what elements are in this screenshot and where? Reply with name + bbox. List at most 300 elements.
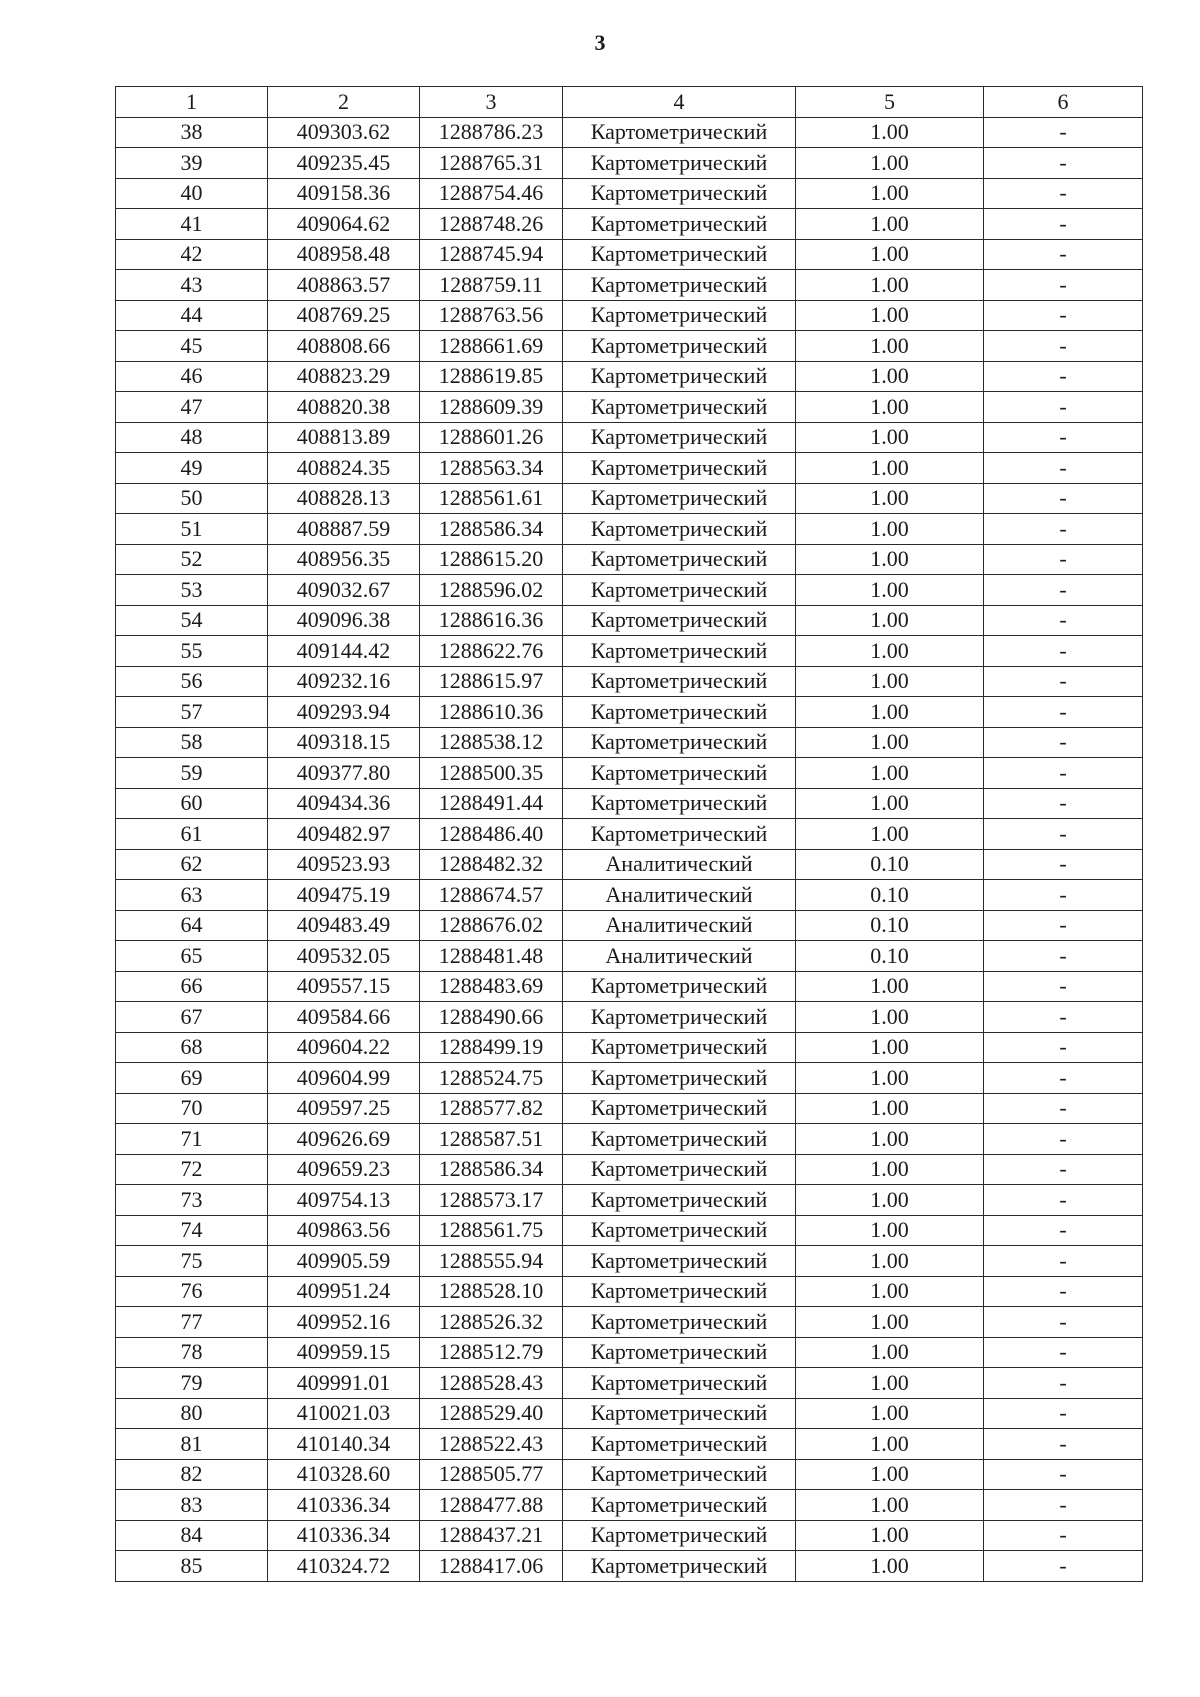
x-coordinate-cell: 409377.80: [268, 758, 420, 789]
x-coordinate-cell: 409991.01: [268, 1368, 420, 1399]
y-coordinate-cell: 1288609.39: [420, 392, 563, 423]
method-cell: Картометрический: [563, 1032, 796, 1063]
point-number-cell: 50: [116, 483, 268, 514]
x-coordinate-cell: 410324.72: [268, 1551, 420, 1582]
x-coordinate-cell: 408863.57: [268, 270, 420, 301]
note-cell: -: [984, 941, 1143, 972]
x-coordinate-cell: 409659.23: [268, 1154, 420, 1185]
table-row: [116, 727, 1143, 758]
y-coordinate-cell: 1288587.51: [420, 1124, 563, 1155]
table-row: [116, 1429, 1143, 1460]
x-coordinate-cell: 408887.59: [268, 514, 420, 545]
table-row: [116, 1215, 1143, 1246]
y-coordinate-cell: 1288601.26: [420, 422, 563, 453]
point-number-cell: 70: [116, 1093, 268, 1124]
method-cell: Картометрический: [563, 331, 796, 362]
y-coordinate-cell: 1288526.32: [420, 1307, 563, 1338]
accuracy-cell: 1.00: [796, 1368, 984, 1399]
table-row: [116, 1002, 1143, 1033]
point-number-cell: 65: [116, 941, 268, 972]
note-cell: -: [984, 1520, 1143, 1551]
x-coordinate-cell: 408813.89: [268, 422, 420, 453]
note-cell: -: [984, 697, 1143, 728]
accuracy-cell: 0.10: [796, 849, 984, 880]
note-cell: -: [984, 1185, 1143, 1216]
column-header: 6: [984, 87, 1143, 118]
note-cell: -: [984, 209, 1143, 240]
point-number-cell: 52: [116, 544, 268, 575]
x-coordinate-cell: 409626.69: [268, 1124, 420, 1155]
column-header: 5: [796, 87, 984, 118]
point-number-cell: 76: [116, 1276, 268, 1307]
x-coordinate-cell: 408769.25: [268, 300, 420, 331]
table-row: [116, 666, 1143, 697]
point-number-cell: 75: [116, 1246, 268, 1277]
y-coordinate-cell: 1288528.43: [420, 1368, 563, 1399]
method-cell: Картометрический: [563, 666, 796, 697]
x-coordinate-cell: 408823.29: [268, 361, 420, 392]
table-row: [116, 1307, 1143, 1338]
y-coordinate-cell: 1288512.79: [420, 1337, 563, 1368]
point-number-cell: 67: [116, 1002, 268, 1033]
point-number-cell: 73: [116, 1185, 268, 1216]
method-cell: Картометрический: [563, 1490, 796, 1521]
note-cell: -: [984, 971, 1143, 1002]
table-row: [116, 239, 1143, 270]
table-row: [116, 1063, 1143, 1094]
note-cell: -: [984, 1002, 1143, 1033]
x-coordinate-cell: 409754.13: [268, 1185, 420, 1216]
table-row: [116, 971, 1143, 1002]
accuracy-cell: 1.00: [796, 1398, 984, 1429]
point-number-cell: 38: [116, 117, 268, 148]
table-row: [116, 880, 1143, 911]
y-coordinate-cell: 1288491.44: [420, 788, 563, 819]
accuracy-cell: 1.00: [796, 1215, 984, 1246]
accuracy-cell: 1.00: [796, 1124, 984, 1155]
method-cell: Картометрический: [563, 117, 796, 148]
accuracy-cell: 1.00: [796, 727, 984, 758]
method-cell: Картометрический: [563, 636, 796, 667]
method-cell: Картометрический: [563, 1459, 796, 1490]
table-row: [116, 300, 1143, 331]
note-cell: -: [984, 1246, 1143, 1277]
note-cell: -: [984, 270, 1143, 301]
accuracy-cell: 1.00: [796, 209, 984, 240]
note-cell: -: [984, 1307, 1143, 1338]
method-cell: Картометрический: [563, 727, 796, 758]
table-row: [116, 270, 1143, 301]
column-header: 2: [268, 87, 420, 118]
x-coordinate-cell: 409863.56: [268, 1215, 420, 1246]
table-header-row: [116, 87, 1143, 118]
note-cell: -: [984, 392, 1143, 423]
y-coordinate-cell: 1288482.32: [420, 849, 563, 880]
method-cell: Картометрический: [563, 788, 796, 819]
y-coordinate-cell: 1288674.57: [420, 880, 563, 911]
accuracy-cell: 1.00: [796, 1185, 984, 1216]
accuracy-cell: 1.00: [796, 1551, 984, 1582]
table-row: [116, 1551, 1143, 1582]
accuracy-cell: 1.00: [796, 971, 984, 1002]
note-cell: -: [984, 544, 1143, 575]
point-number-cell: 69: [116, 1063, 268, 1094]
point-number-cell: 54: [116, 605, 268, 636]
table-row: [116, 605, 1143, 636]
accuracy-cell: 1.00: [796, 788, 984, 819]
method-cell: Картометрический: [563, 300, 796, 331]
note-cell: -: [984, 1459, 1143, 1490]
point-number-cell: 85: [116, 1551, 268, 1582]
accuracy-cell: 1.00: [796, 1032, 984, 1063]
table-row: [116, 514, 1143, 545]
note-cell: -: [984, 1337, 1143, 1368]
table-row: [116, 910, 1143, 941]
note-cell: -: [984, 453, 1143, 484]
method-cell: Картометрический: [563, 483, 796, 514]
accuracy-cell: 1.00: [796, 697, 984, 728]
x-coordinate-cell: 409604.99: [268, 1063, 420, 1094]
point-number-cell: 49: [116, 453, 268, 484]
method-cell: Картометрический: [563, 1154, 796, 1185]
point-number-cell: 74: [116, 1215, 268, 1246]
x-coordinate-cell: 410140.34: [268, 1429, 420, 1460]
table-row: [116, 209, 1143, 240]
y-coordinate-cell: 1288615.20: [420, 544, 563, 575]
accuracy-cell: 1.00: [796, 483, 984, 514]
accuracy-cell: 1.00: [796, 1246, 984, 1277]
accuracy-cell: 1.00: [796, 117, 984, 148]
method-cell: Картометрический: [563, 1337, 796, 1368]
method-cell: Картометрический: [563, 1398, 796, 1429]
note-cell: -: [984, 758, 1143, 789]
method-cell: Картометрический: [563, 605, 796, 636]
page-number: 3: [594, 30, 606, 55]
method-cell: Картометрический: [563, 1215, 796, 1246]
y-coordinate-cell: 1288555.94: [420, 1246, 563, 1277]
y-coordinate-cell: 1288522.43: [420, 1429, 563, 1460]
point-number-cell: 40: [116, 178, 268, 209]
method-cell: Картометрический: [563, 1124, 796, 1155]
method-cell: Картометрический: [563, 1368, 796, 1399]
note-cell: -: [984, 910, 1143, 941]
point-number-cell: 56: [116, 666, 268, 697]
note-cell: -: [984, 636, 1143, 667]
accuracy-cell: 1.00: [796, 422, 984, 453]
x-coordinate-cell: 409475.19: [268, 880, 420, 911]
x-coordinate-cell: 409952.16: [268, 1307, 420, 1338]
accuracy-cell: 1.00: [796, 1459, 984, 1490]
x-coordinate-cell: 409557.15: [268, 971, 420, 1002]
table-row: [116, 1459, 1143, 1490]
y-coordinate-cell: 1288616.36: [420, 605, 563, 636]
note-cell: -: [984, 239, 1143, 270]
note-cell: -: [984, 514, 1143, 545]
x-coordinate-cell: 409158.36: [268, 178, 420, 209]
accuracy-cell: 1.00: [796, 1063, 984, 1094]
y-coordinate-cell: 1288619.85: [420, 361, 563, 392]
note-cell: -: [984, 1154, 1143, 1185]
method-cell: Картометрический: [563, 178, 796, 209]
method-cell: Картометрический: [563, 1429, 796, 1460]
table-row: [116, 1520, 1143, 1551]
x-coordinate-cell: 409532.05: [268, 941, 420, 972]
x-coordinate-cell: 409482.97: [268, 819, 420, 850]
y-coordinate-cell: 1288754.46: [420, 178, 563, 209]
note-cell: -: [984, 178, 1143, 209]
accuracy-cell: 1.00: [796, 544, 984, 575]
table-row: [116, 483, 1143, 514]
note-cell: -: [984, 422, 1143, 453]
method-cell: Картометрический: [563, 1551, 796, 1582]
accuracy-cell: 1.00: [796, 636, 984, 667]
point-number-cell: 45: [116, 331, 268, 362]
point-number-cell: 79: [116, 1368, 268, 1399]
column-header: 3: [420, 87, 563, 118]
point-number-cell: 71: [116, 1124, 268, 1155]
accuracy-cell: 1.00: [796, 178, 984, 209]
x-coordinate-cell: 410336.34: [268, 1490, 420, 1521]
accuracy-cell: 1.00: [796, 148, 984, 179]
y-coordinate-cell: 1288745.94: [420, 239, 563, 270]
note-cell: -: [984, 605, 1143, 636]
point-number-cell: 55: [116, 636, 268, 667]
accuracy-cell: 1.00: [796, 1490, 984, 1521]
y-coordinate-cell: 1288505.77: [420, 1459, 563, 1490]
x-coordinate-cell: 408808.66: [268, 331, 420, 362]
table-row: [116, 941, 1143, 972]
column-header: 1: [116, 87, 268, 118]
x-coordinate-cell: 409604.22: [268, 1032, 420, 1063]
accuracy-cell: 1.00: [796, 1002, 984, 1033]
table-row: [116, 1398, 1143, 1429]
y-coordinate-cell: 1288577.82: [420, 1093, 563, 1124]
table-row: [116, 392, 1143, 423]
accuracy-cell: 1.00: [796, 666, 984, 697]
y-coordinate-cell: 1288486.40: [420, 819, 563, 850]
y-coordinate-cell: 1288417.06: [420, 1551, 563, 1582]
table-body: [116, 117, 1143, 1581]
method-cell: Картометрический: [563, 148, 796, 179]
table-row: [116, 575, 1143, 606]
y-coordinate-cell: 1288529.40: [420, 1398, 563, 1429]
y-coordinate-cell: 1288622.76: [420, 636, 563, 667]
coordinates-table: [115, 86, 1143, 1582]
accuracy-cell: 1.00: [796, 1429, 984, 1460]
note-cell: -: [984, 483, 1143, 514]
note-cell: -: [984, 361, 1143, 392]
table-row: [116, 819, 1143, 850]
y-coordinate-cell: 1288561.61: [420, 483, 563, 514]
method-cell: Картометрический: [563, 697, 796, 728]
accuracy-cell: 1.00: [796, 300, 984, 331]
point-number-cell: 48: [116, 422, 268, 453]
point-number-cell: 81: [116, 1429, 268, 1460]
accuracy-cell: 1.00: [796, 392, 984, 423]
table-row: [116, 331, 1143, 362]
note-cell: -: [984, 1368, 1143, 1399]
x-coordinate-cell: 409584.66: [268, 1002, 420, 1033]
accuracy-cell: 1.00: [796, 758, 984, 789]
point-number-cell: 61: [116, 819, 268, 850]
y-coordinate-cell: 1288538.12: [420, 727, 563, 758]
y-coordinate-cell: 1288596.02: [420, 575, 563, 606]
x-coordinate-cell: 409434.36: [268, 788, 420, 819]
table-row: [116, 1032, 1143, 1063]
x-coordinate-cell: 408958.48: [268, 239, 420, 270]
x-coordinate-cell: 409232.16: [268, 666, 420, 697]
point-number-cell: 66: [116, 971, 268, 1002]
y-coordinate-cell: 1288524.75: [420, 1063, 563, 1094]
table-row: [116, 148, 1143, 179]
point-number-cell: 41: [116, 209, 268, 240]
column-header: 4: [563, 87, 796, 118]
accuracy-cell: 1.00: [796, 453, 984, 484]
y-coordinate-cell: 1288615.97: [420, 666, 563, 697]
y-coordinate-cell: 1288676.02: [420, 910, 563, 941]
note-cell: -: [984, 1124, 1143, 1155]
table-row: [116, 636, 1143, 667]
x-coordinate-cell: 409096.38: [268, 605, 420, 636]
table-row: [116, 1093, 1143, 1124]
table-row: [116, 697, 1143, 728]
method-cell: Картометрический: [563, 270, 796, 301]
table-row: [116, 422, 1143, 453]
table-row: [116, 1368, 1143, 1399]
point-number-cell: 64: [116, 910, 268, 941]
y-coordinate-cell: 1288477.88: [420, 1490, 563, 1521]
note-cell: -: [984, 788, 1143, 819]
table-row: [116, 849, 1143, 880]
x-coordinate-cell: 409064.62: [268, 209, 420, 240]
y-coordinate-cell: 1288759.11: [420, 270, 563, 301]
table-row: [116, 361, 1143, 392]
x-coordinate-cell: 409905.59: [268, 1246, 420, 1277]
point-number-cell: 47: [116, 392, 268, 423]
note-cell: -: [984, 1093, 1143, 1124]
x-coordinate-cell: 409303.62: [268, 117, 420, 148]
method-cell: Картометрический: [563, 1093, 796, 1124]
method-cell: Картометрический: [563, 1246, 796, 1277]
y-coordinate-cell: 1288437.21: [420, 1520, 563, 1551]
accuracy-cell: 1.00: [796, 239, 984, 270]
y-coordinate-cell: 1288661.69: [420, 331, 563, 362]
point-number-cell: 72: [116, 1154, 268, 1185]
y-coordinate-cell: 1288586.34: [420, 1154, 563, 1185]
table-row: [116, 117, 1143, 148]
point-number-cell: 83: [116, 1490, 268, 1521]
point-number-cell: 77: [116, 1307, 268, 1338]
method-cell: Картометрический: [563, 758, 796, 789]
point-number-cell: 46: [116, 361, 268, 392]
table-row: [116, 1276, 1143, 1307]
table-row: [116, 1246, 1143, 1277]
table-row: [116, 788, 1143, 819]
y-coordinate-cell: 1288481.48: [420, 941, 563, 972]
method-cell: Аналитический: [563, 941, 796, 972]
y-coordinate-cell: 1288610.36: [420, 697, 563, 728]
x-coordinate-cell: 410328.60: [268, 1459, 420, 1490]
table-row: [116, 1337, 1143, 1368]
point-number-cell: 78: [116, 1337, 268, 1368]
note-cell: -: [984, 1429, 1143, 1460]
accuracy-cell: 1.00: [796, 514, 984, 545]
y-coordinate-cell: 1288573.17: [420, 1185, 563, 1216]
table-row: [116, 758, 1143, 789]
y-coordinate-cell: 1288483.69: [420, 971, 563, 1002]
accuracy-cell: 1.00: [796, 1093, 984, 1124]
method-cell: Картометрический: [563, 422, 796, 453]
method-cell: Картометрический: [563, 361, 796, 392]
y-coordinate-cell: 1288786.23: [420, 117, 563, 148]
method-cell: Картометрический: [563, 819, 796, 850]
method-cell: Картометрический: [563, 1276, 796, 1307]
point-number-cell: 63: [116, 880, 268, 911]
y-coordinate-cell: 1288586.34: [420, 514, 563, 545]
accuracy-cell: 1.00: [796, 270, 984, 301]
x-coordinate-cell: 409293.94: [268, 697, 420, 728]
accuracy-cell: 1.00: [796, 819, 984, 850]
note-cell: -: [984, 331, 1143, 362]
y-coordinate-cell: 1288765.31: [420, 148, 563, 179]
note-cell: -: [984, 1551, 1143, 1582]
x-coordinate-cell: 410336.34: [268, 1520, 420, 1551]
x-coordinate-cell: 409951.24: [268, 1276, 420, 1307]
method-cell: Картометрический: [563, 544, 796, 575]
accuracy-cell: 1.00: [796, 1307, 984, 1338]
note-cell: -: [984, 1032, 1143, 1063]
method-cell: Картометрический: [563, 392, 796, 423]
point-number-cell: 80: [116, 1398, 268, 1429]
point-number-cell: 59: [116, 758, 268, 789]
table-row: [116, 1185, 1143, 1216]
x-coordinate-cell: 409144.42: [268, 636, 420, 667]
point-number-cell: 53: [116, 575, 268, 606]
note-cell: -: [984, 300, 1143, 331]
point-number-cell: 58: [116, 727, 268, 758]
method-cell: Аналитический: [563, 910, 796, 941]
x-coordinate-cell: 409959.15: [268, 1337, 420, 1368]
x-coordinate-cell: 410021.03: [268, 1398, 420, 1429]
accuracy-cell: 1.00: [796, 1520, 984, 1551]
x-coordinate-cell: 409318.15: [268, 727, 420, 758]
method-cell: Аналитический: [563, 849, 796, 880]
point-number-cell: 57: [116, 697, 268, 728]
method-cell: Картометрический: [563, 209, 796, 240]
note-cell: -: [984, 1490, 1143, 1521]
point-number-cell: 60: [116, 788, 268, 819]
method-cell: Картометрический: [563, 1520, 796, 1551]
method-cell: Картометрический: [563, 575, 796, 606]
x-coordinate-cell: 409597.25: [268, 1093, 420, 1124]
note-cell: -: [984, 117, 1143, 148]
x-coordinate-cell: 408828.13: [268, 483, 420, 514]
x-coordinate-cell: 409483.49: [268, 910, 420, 941]
accuracy-cell: 0.10: [796, 910, 984, 941]
method-cell: Картометрический: [563, 971, 796, 1002]
table-row: [116, 1490, 1143, 1521]
note-cell: -: [984, 575, 1143, 606]
x-coordinate-cell: 409523.93: [268, 849, 420, 880]
accuracy-cell: 1.00: [796, 1154, 984, 1185]
accuracy-cell: 1.00: [796, 361, 984, 392]
method-cell: Картометрический: [563, 1307, 796, 1338]
note-cell: -: [984, 1276, 1143, 1307]
table-row: [116, 453, 1143, 484]
table-row: [116, 1154, 1143, 1185]
method-cell: Картометрический: [563, 1185, 796, 1216]
note-cell: -: [984, 1398, 1143, 1429]
